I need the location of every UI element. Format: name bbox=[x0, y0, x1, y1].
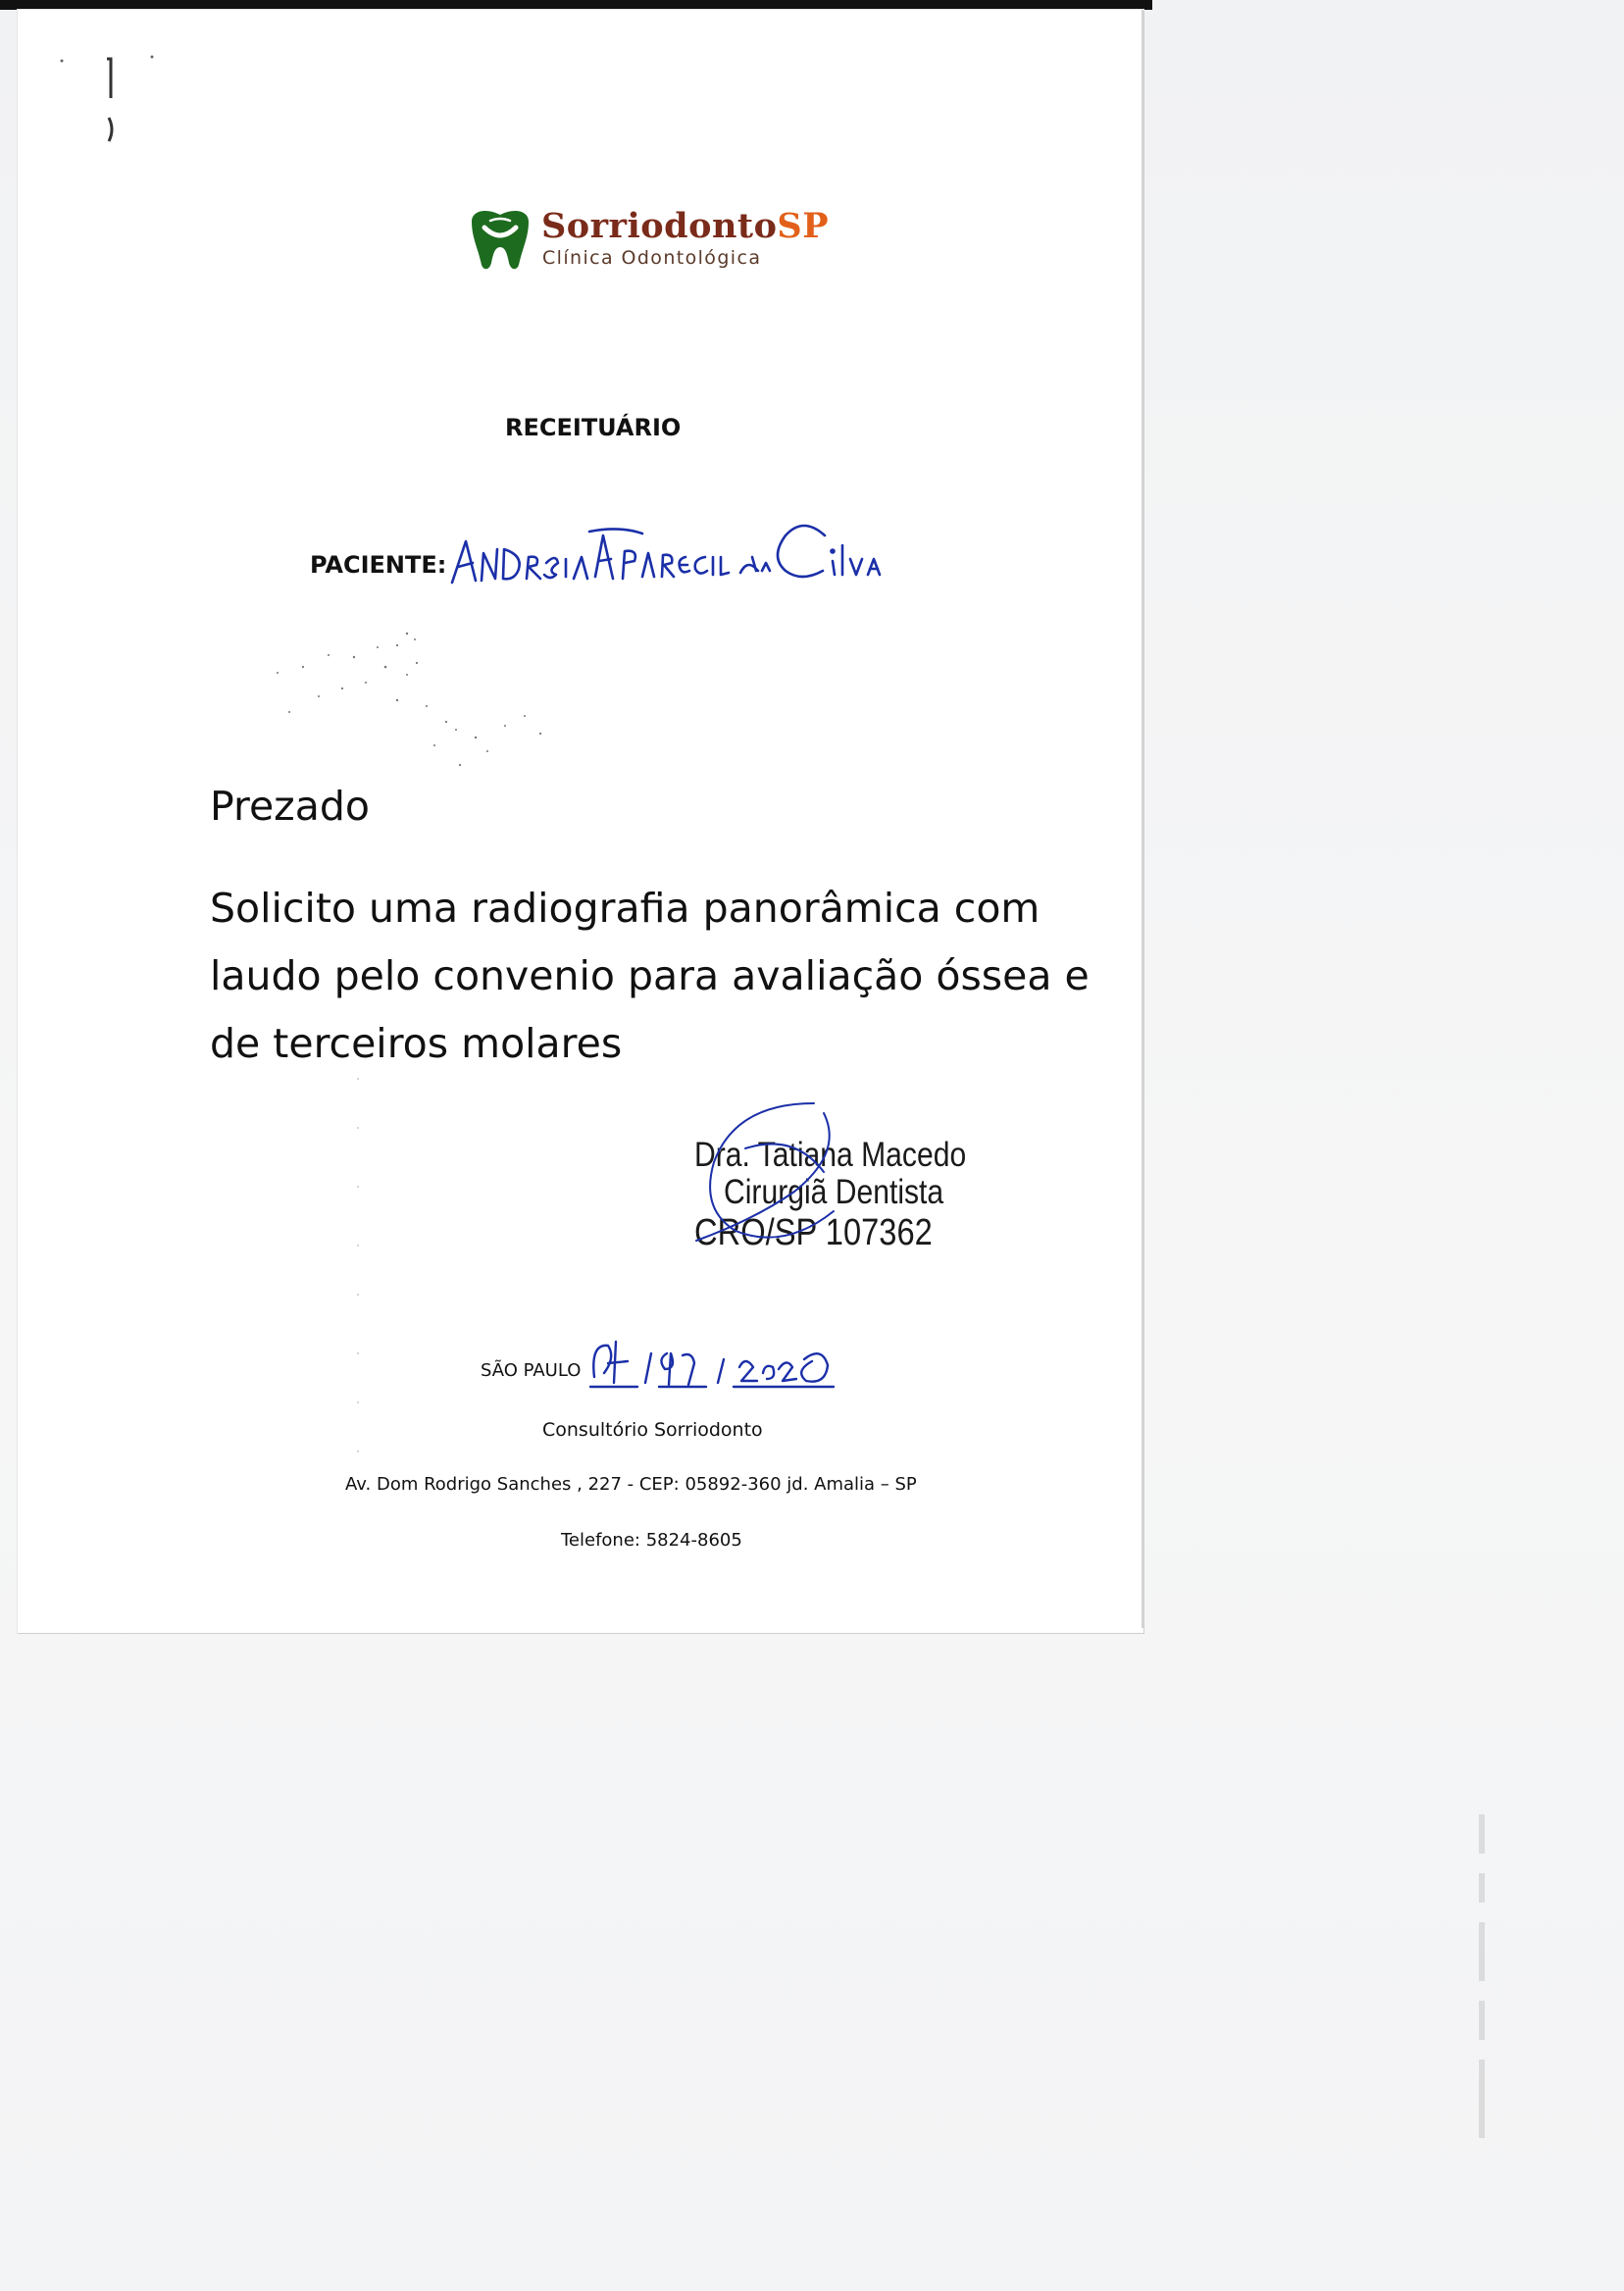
logo-subtitle: Clínica Odontológica bbox=[542, 247, 762, 269]
logo-wordmark bbox=[541, 206, 829, 246]
clinic-address: Av. Dom Rodrigo Sanches , 227 - CEP: 05892-360 jd. Amalia – SP bbox=[345, 1474, 917, 1495]
show-through-marks bbox=[1440, 1805, 1528, 2158]
patient-label: PACIENTE: bbox=[310, 551, 447, 579]
prescription-body bbox=[210, 875, 1092, 1078]
clinic-name: Consultório Sorriodonto bbox=[542, 1419, 763, 1441]
greeting: Prezado bbox=[210, 783, 370, 830]
logo-name-suffix: SP bbox=[777, 206, 830, 246]
signature bbox=[677, 1094, 873, 1260]
scan-mark-top-left bbox=[54, 39, 162, 157]
date-city-label: SÃO PAULO bbox=[481, 1360, 582, 1381]
stamp-registration: CRO/SP 107362 bbox=[694, 1212, 933, 1253]
patient-name-handwriting bbox=[446, 506, 888, 594]
stamp-title: Cirurgiã Dentista bbox=[724, 1173, 944, 1211]
clinic-phone: Telefone: 5824-8605 bbox=[561, 1530, 742, 1551]
scan-top-edge bbox=[0, 0, 1152, 10]
sheet-right-edge bbox=[1142, 10, 1143, 1628]
tooth-logo-icon bbox=[466, 208, 534, 271]
margin-dot-trail bbox=[356, 1069, 360, 1461]
logo-name-main: Sorriodonto bbox=[541, 206, 778, 246]
date-handwriting bbox=[586, 1334, 890, 1393]
stamp-doctor-name: Dra. Tatiana Macedo bbox=[694, 1136, 967, 1174]
scan-speckles bbox=[260, 628, 554, 775]
body-line: de terceiros molares bbox=[210, 1020, 623, 1067]
body-line: laudo pelo convenio para avaliação óssea e bbox=[210, 952, 1090, 999]
clinic-logo bbox=[466, 206, 858, 275]
document-title: RECEITUÁRIO bbox=[505, 414, 682, 441]
body-line: Solicito uma radiografia panorâmica com bbox=[210, 885, 1040, 932]
